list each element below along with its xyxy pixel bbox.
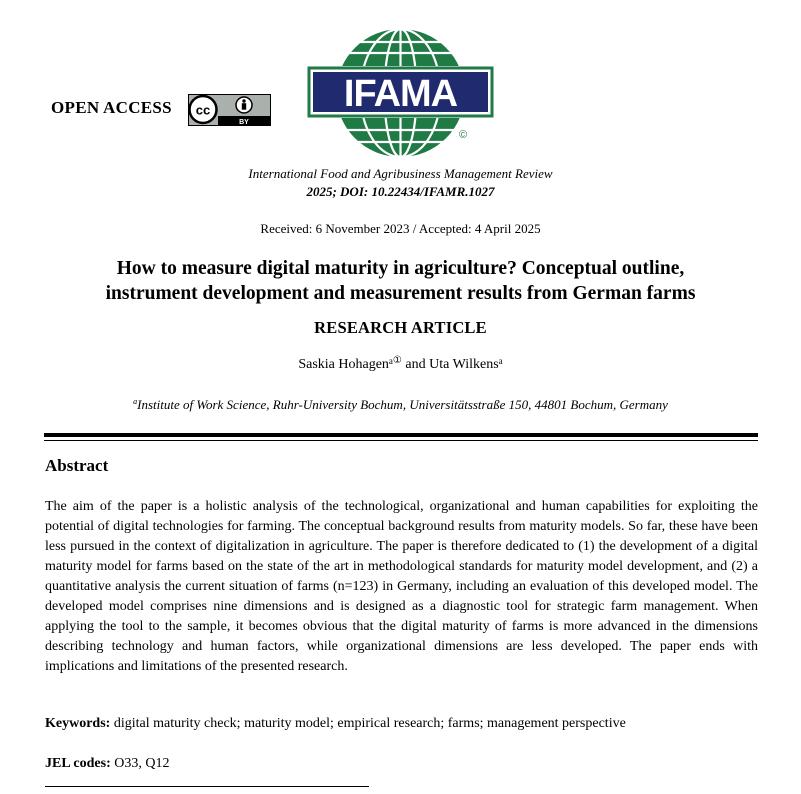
jel-label: JEL codes:	[45, 756, 111, 771]
affiliation	[0, 397, 801, 413]
orcid-icon[interactable]: ①	[392, 355, 402, 366]
title-line-1: How to measure digital maturity in agriculture? Conceptual outline,	[116, 258, 685, 279]
author-2: Uta Wilkens	[429, 357, 499, 372]
keywords-label: Keywords:	[45, 716, 111, 731]
cc-by-icon	[188, 94, 271, 126]
by-text: BY	[239, 119, 249, 126]
jel-codes	[45, 756, 758, 772]
author-2-affiliation-mark: a	[498, 356, 503, 366]
keywords	[45, 716, 758, 732]
author-line	[0, 357, 801, 373]
abstract-body: The aim of the paper is a holistic analysis of the technological, organizational and human capabilities for exploiting the potential of digital technologies for farming. The conceptual background results from maturity models. So far, these have been less pursued in the context of digitalization in agriculture. The paper is therefore dedicated to (1) the development of a digital maturity model for farms based on the state of the art in methodological standards for maturity model development, and (2) a quantitative analysis the current situation of farms (n=123) in Germany, including an evaluation of this developed model. The developed model comprises nine dimensions and is designed as a diagnostic tool for strategic farm management. When applying the tool to the sample, it becomes obvious that the digital maturity of farms is more advanced in the dimensions describing technology and human factors, while organizational dimensions are less developed. The paper ends with implications and limitations of the presented research.	[45, 499, 758, 675]
journal-name: International Food and Agribusiness Management Review	[248, 166, 553, 181]
author-1: Saskia Hohagen	[298, 357, 389, 372]
header-rule-thin	[44, 440, 758, 441]
affiliation-text: Institute of Work Science, Ruhr-University Bochum, Universitätsstraße 150, 44801 Bochum, Germany	[137, 397, 668, 412]
author-1-affiliation-mark: a	[388, 356, 393, 366]
footnote-rule	[45, 786, 369, 787]
jel-value: O33, Q12	[110, 756, 170, 771]
received-accepted-dates: Received: 6 November 2023 / Accepted: 4 April 2025	[260, 221, 541, 236]
abstract-heading: Abstract	[45, 456, 109, 475]
keywords-value: digital maturity check; maturity model; empirical research; farms; management perspective	[110, 716, 626, 731]
ifama-globe-logo	[307, 26, 494, 164]
author-conjunction: and	[401, 357, 430, 372]
title-line-2: instrument development and measurement results from German farms	[105, 283, 696, 304]
article-title	[0, 256, 801, 306]
article-type: RESEARCH ARTICLE	[314, 318, 487, 337]
copyright-mark: ©	[458, 129, 468, 141]
open-access-label: OPEN ACCESS	[51, 98, 172, 117]
affiliation-mark: a	[133, 397, 138, 406]
cc-text: cc	[195, 102, 211, 118]
ifama-wordmark: IFAMA	[343, 73, 458, 115]
header-rule-thick	[44, 433, 758, 437]
doi-citation: 2025; DOI: 10.22434/IFAMR.1027	[306, 184, 495, 199]
